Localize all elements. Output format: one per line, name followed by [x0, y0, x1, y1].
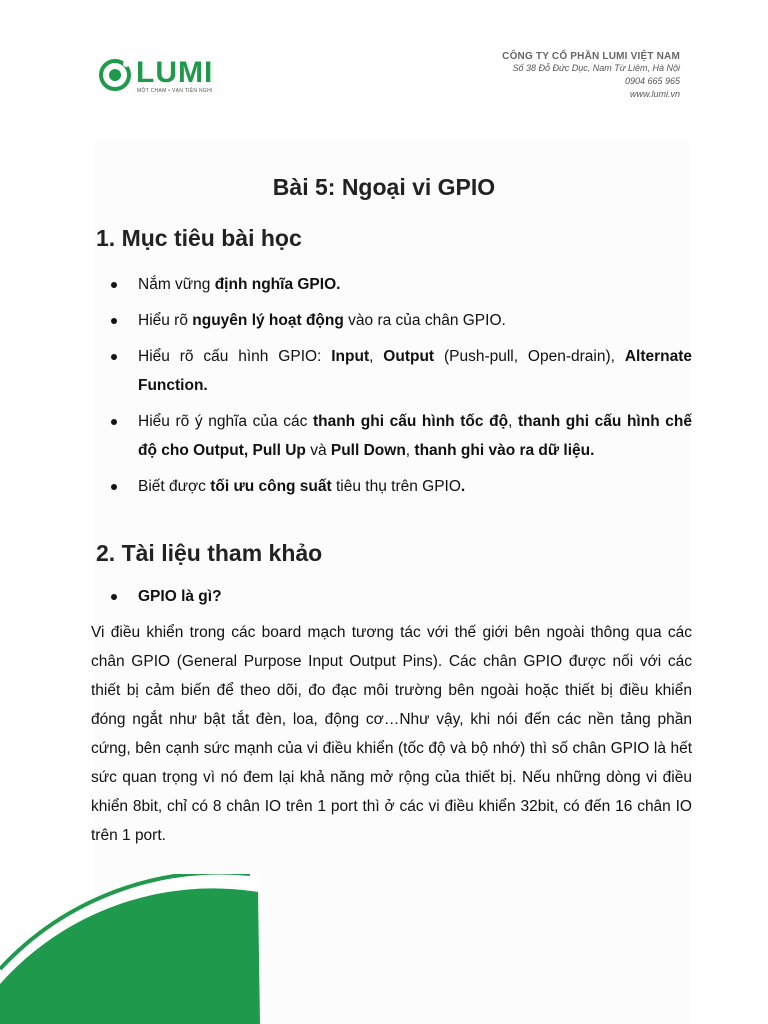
text-run: Biết được: [138, 478, 211, 495]
bullet-dot-icon: [111, 354, 117, 360]
text-run: Hiểu rõ: [138, 312, 193, 329]
bold-text: thanh ghi vào ra dữ liệu.: [414, 442, 595, 459]
bold-text: GPIO là gì?: [138, 588, 222, 605]
text-run: Nắm vững: [138, 276, 215, 293]
text-run: (Push-pull, Open-drain),: [434, 348, 625, 365]
section-heading-objectives: 1. Mục tiêu bài học: [96, 225, 302, 251]
company-website[interactable]: www.lumi.vn: [629, 89, 680, 99]
bullet-dot-icon: [111, 419, 117, 425]
company-info: [502, 51, 680, 101]
logo-wordmark: LUMI: [136, 56, 214, 89]
green-arc-decoration: [0, 874, 260, 1024]
list-item: [108, 472, 692, 501]
list-item: [108, 270, 692, 299]
list-item-text: [138, 348, 692, 394]
text-run: ,: [405, 442, 415, 459]
text-run: và: [305, 442, 331, 459]
list-item-text: [138, 312, 506, 329]
bullet-dot-icon: [111, 594, 117, 600]
bullet-dot-icon: [111, 282, 117, 288]
text-run: vào ra của chân GPIO.: [343, 312, 506, 329]
text-run: Hiểu rõ cấu hình GPIO:: [138, 348, 332, 365]
list-item-text: [138, 588, 222, 605]
list-item: [108, 582, 692, 611]
company-phone: 0904 665 965: [624, 76, 680, 86]
bold-text: .: [460, 478, 466, 495]
text-run: Hiểu rõ ý nghĩa của các: [138, 413, 313, 430]
text-run: tiêu thụ trên GPIO: [331, 478, 461, 495]
lumi-ring-logo-icon: [98, 58, 134, 94]
company-address: Số 38 Đỗ Đức Dục, Nam Từ Liêm, Hà Nội: [512, 63, 680, 73]
bold-text: Pull Down: [330, 442, 406, 459]
gpio-paragraph: Vi điều khiển trong các board mạch tương tác với thế giới bên ngoài thông qua các chân GPIO (General Purpose Input Output Pins). Các chân GPIO được nối với các thiết bị cảm biến để theo dõi, đo đạc môi trường bên ngoài hoặc thiết bị điều khiển đóng ngắt như bật tắt đèn, loa, động cơ…Như vậy, khi nói đến các nền tảng phần cứng, bên cạnh sức mạnh của vi điều khiển (tốc độ và bộ nhớ) thì số chân GPIO là hết sức quan trọng vì nó đem lại khả năng mở rộng của thiết bị. Nếu những dòng vi điều khiển 8bit, chỉ có 8 chân IO trên 1 port thì ở các vi điều khiển 32bit, có đến 16 chân IO trên 1 port.: [91, 624, 692, 844]
list-item: [108, 342, 692, 400]
bold-text: tối ưu công suất: [210, 478, 332, 495]
list-item: [108, 407, 692, 465]
bullet-dot-icon: [111, 318, 117, 324]
text-run: ,: [369, 348, 384, 365]
references-list: [108, 582, 692, 611]
company-name: CÔNG TY CỔ PHẦN LUMI VIỆT NAM: [502, 51, 680, 62]
list-item-text: [138, 413, 692, 459]
bullet-dot-icon: [111, 484, 117, 490]
section-heading-references: 2. Tài liệu tham khảo: [96, 540, 323, 566]
bold-text: Output: [383, 348, 435, 365]
bold-text: nguyên lý hoạt động: [192, 312, 344, 329]
text-run: ,: [508, 413, 518, 430]
list-item: [108, 306, 692, 335]
logo-tagline: MỘT CHẠM • VẠN TIỆN NGHI: [137, 88, 213, 94]
bold-text: Input: [331, 348, 370, 365]
bold-text: Alternate Function.: [138, 348, 692, 394]
list-item-text: [138, 276, 340, 293]
bold-text: thanh ghi cấu hình tốc độ: [312, 413, 509, 430]
objectives-list: [108, 270, 692, 508]
bold-text: thanh ghi cấu hình chế độ cho Output, Pull Up: [138, 413, 692, 459]
bold-text: định nghĩa GPIO.: [214, 276, 341, 293]
document-title: Bài 5: Ngoại vi GPIO: [272, 174, 496, 200]
list-item-text: [138, 478, 465, 495]
lumi-logo: [98, 58, 228, 98]
